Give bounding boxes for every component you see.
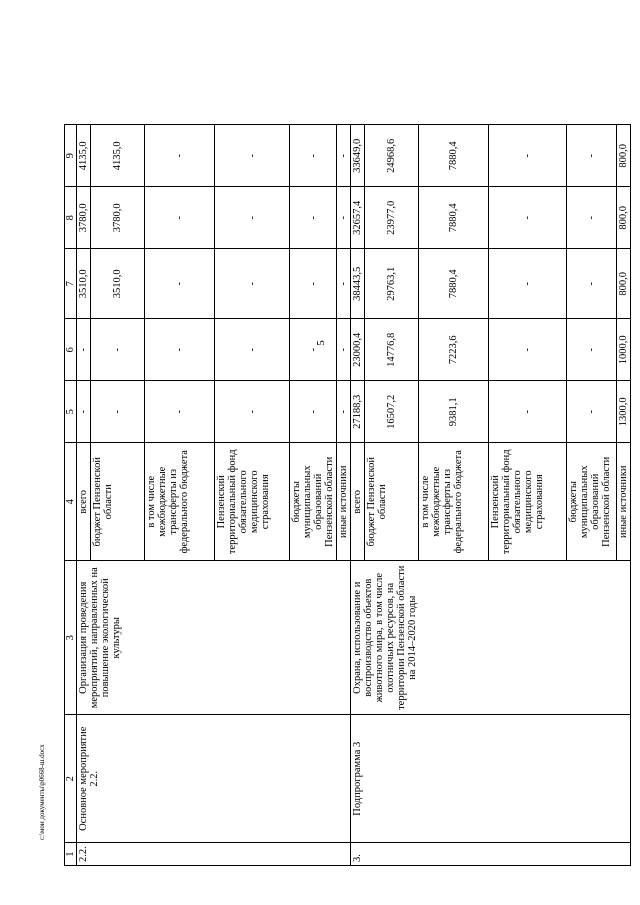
landscape-table-canvas [64,36,629,866]
amount-cell: - [290,249,337,319]
budget-table [64,124,631,866]
program-name: Подпрограмма 3 [351,715,631,843]
amount-cell: - [145,125,215,187]
amount-cell: - [215,381,290,443]
amount-cell: - [337,249,351,319]
amount-cell: - [91,381,145,443]
column-number: 5 [65,381,77,443]
amount-cell: 27188,3 [351,381,365,443]
amount-cell: - [145,249,215,319]
amount-cell: 800,0 [617,125,631,187]
amount-cell: 3780,0 [77,187,91,249]
amount-cell: - [567,125,617,187]
column-number: 2 [65,715,77,843]
amount-cell: 38443,5 [351,249,365,319]
amount-cell: - [567,381,617,443]
amount-cell: - [215,249,290,319]
amount-cell: 7880,4 [419,187,489,249]
amount-cell: - [489,319,567,381]
column-number: 6 [65,319,77,381]
amount-cell: 33649,0 [351,125,365,187]
program-description: Организация проведения мероприятий, направленных на повышение экологической культуры [77,561,351,715]
amount-cell: 29763,1 [365,249,419,319]
column-number: 3 [65,561,77,715]
amount-cell: - [77,319,91,381]
program-description: Охрана, использование и воспроизводство объектов животного мира, в том числе охотничьих ресурсов, на территории Пензенской области на 2014–2020 годы [351,561,631,715]
column-number: 1 [65,843,77,866]
amount-cell: - [489,249,567,319]
amount-cell: - [337,319,351,381]
amount-cell: 7880,4 [419,249,489,319]
amount-cell: - [290,125,337,187]
amount-cell: - [290,187,337,249]
column-number-row [65,125,77,866]
amount-cell: - [145,187,215,249]
amount-cell: - [91,319,145,381]
funding-source: иные источники [337,443,351,561]
amount-cell: - [290,319,337,381]
table-row [77,125,91,866]
column-number: 9 [65,125,77,187]
program-name: Основное мероприятие 2.2. [77,715,351,843]
amount-cell: - [290,381,337,443]
amount-cell: 4135,0 [91,125,145,187]
amount-cell: 3510,0 [91,249,145,319]
funding-source: в том числе межбюджетные трансферты из федерального бюджета [145,443,215,561]
page-number: 5 [314,340,327,346]
amount-cell: 7880,4 [419,125,489,187]
amount-cell: 800,0 [617,249,631,319]
funding-source: Пензенский территориальный фонд обязательного медицинского страхования [489,443,567,561]
amount-cell: 23000,4 [351,319,365,381]
amount-cell: 800,0 [617,187,631,249]
funding-source: Пензенский территориальный фонд обязательного медицинского страхования [215,443,290,561]
funding-source: бюджет Пензенской области [91,443,145,561]
amount-cell: 24968,6 [365,125,419,187]
amount-cell: 14776,8 [365,319,419,381]
amount-cell: 3780,0 [91,187,145,249]
row-number: 3. [351,843,631,866]
amount-cell: - [215,125,290,187]
amount-cell: - [215,319,290,381]
amount-cell: 3510,0 [77,249,91,319]
row-number: 2.2. [77,843,351,866]
amount-cell: 9381,1 [419,381,489,443]
amount-cell: 1000,0 [617,319,631,381]
amount-cell: - [567,319,617,381]
amount-cell: - [337,187,351,249]
footer-file-path: c:\мои документы\р0668-ш.docx [38,744,46,840]
amount-cell: - [489,125,567,187]
column-number: 7 [65,249,77,319]
amount-cell: - [567,187,617,249]
column-number: 8 [65,187,77,249]
amount-cell: 16507,2 [365,381,419,443]
amount-cell: - [567,249,617,319]
amount-cell: 1300,0 [617,381,631,443]
funding-source: бюджет Пензенской области [365,443,419,561]
funding-source: иные источники [617,443,631,561]
amount-cell: - [489,381,567,443]
amount-cell: 4135,0 [77,125,91,187]
funding-source: всего [351,443,365,561]
funding-source: бюджеты муниципальных образований Пензенской области [290,443,337,561]
rotated-page [64,36,629,866]
amount-cell: 32657,4 [351,187,365,249]
funding-source: в том числе межбюджетные трансферты из федерального бюджета [419,443,489,561]
amount-cell: - [145,319,215,381]
amount-cell: - [215,187,290,249]
amount-cell: 23977,0 [365,187,419,249]
funding-source: всего [77,443,91,561]
table-row [351,125,365,866]
funding-source: бюджеты муниципальных образований Пензенской области [567,443,617,561]
amount-cell: - [337,125,351,187]
amount-cell: - [77,381,91,443]
column-number: 4 [65,443,77,561]
amount-cell: 7223,6 [419,319,489,381]
amount-cell: - [489,187,567,249]
amount-cell: - [337,381,351,443]
amount-cell: - [145,381,215,443]
